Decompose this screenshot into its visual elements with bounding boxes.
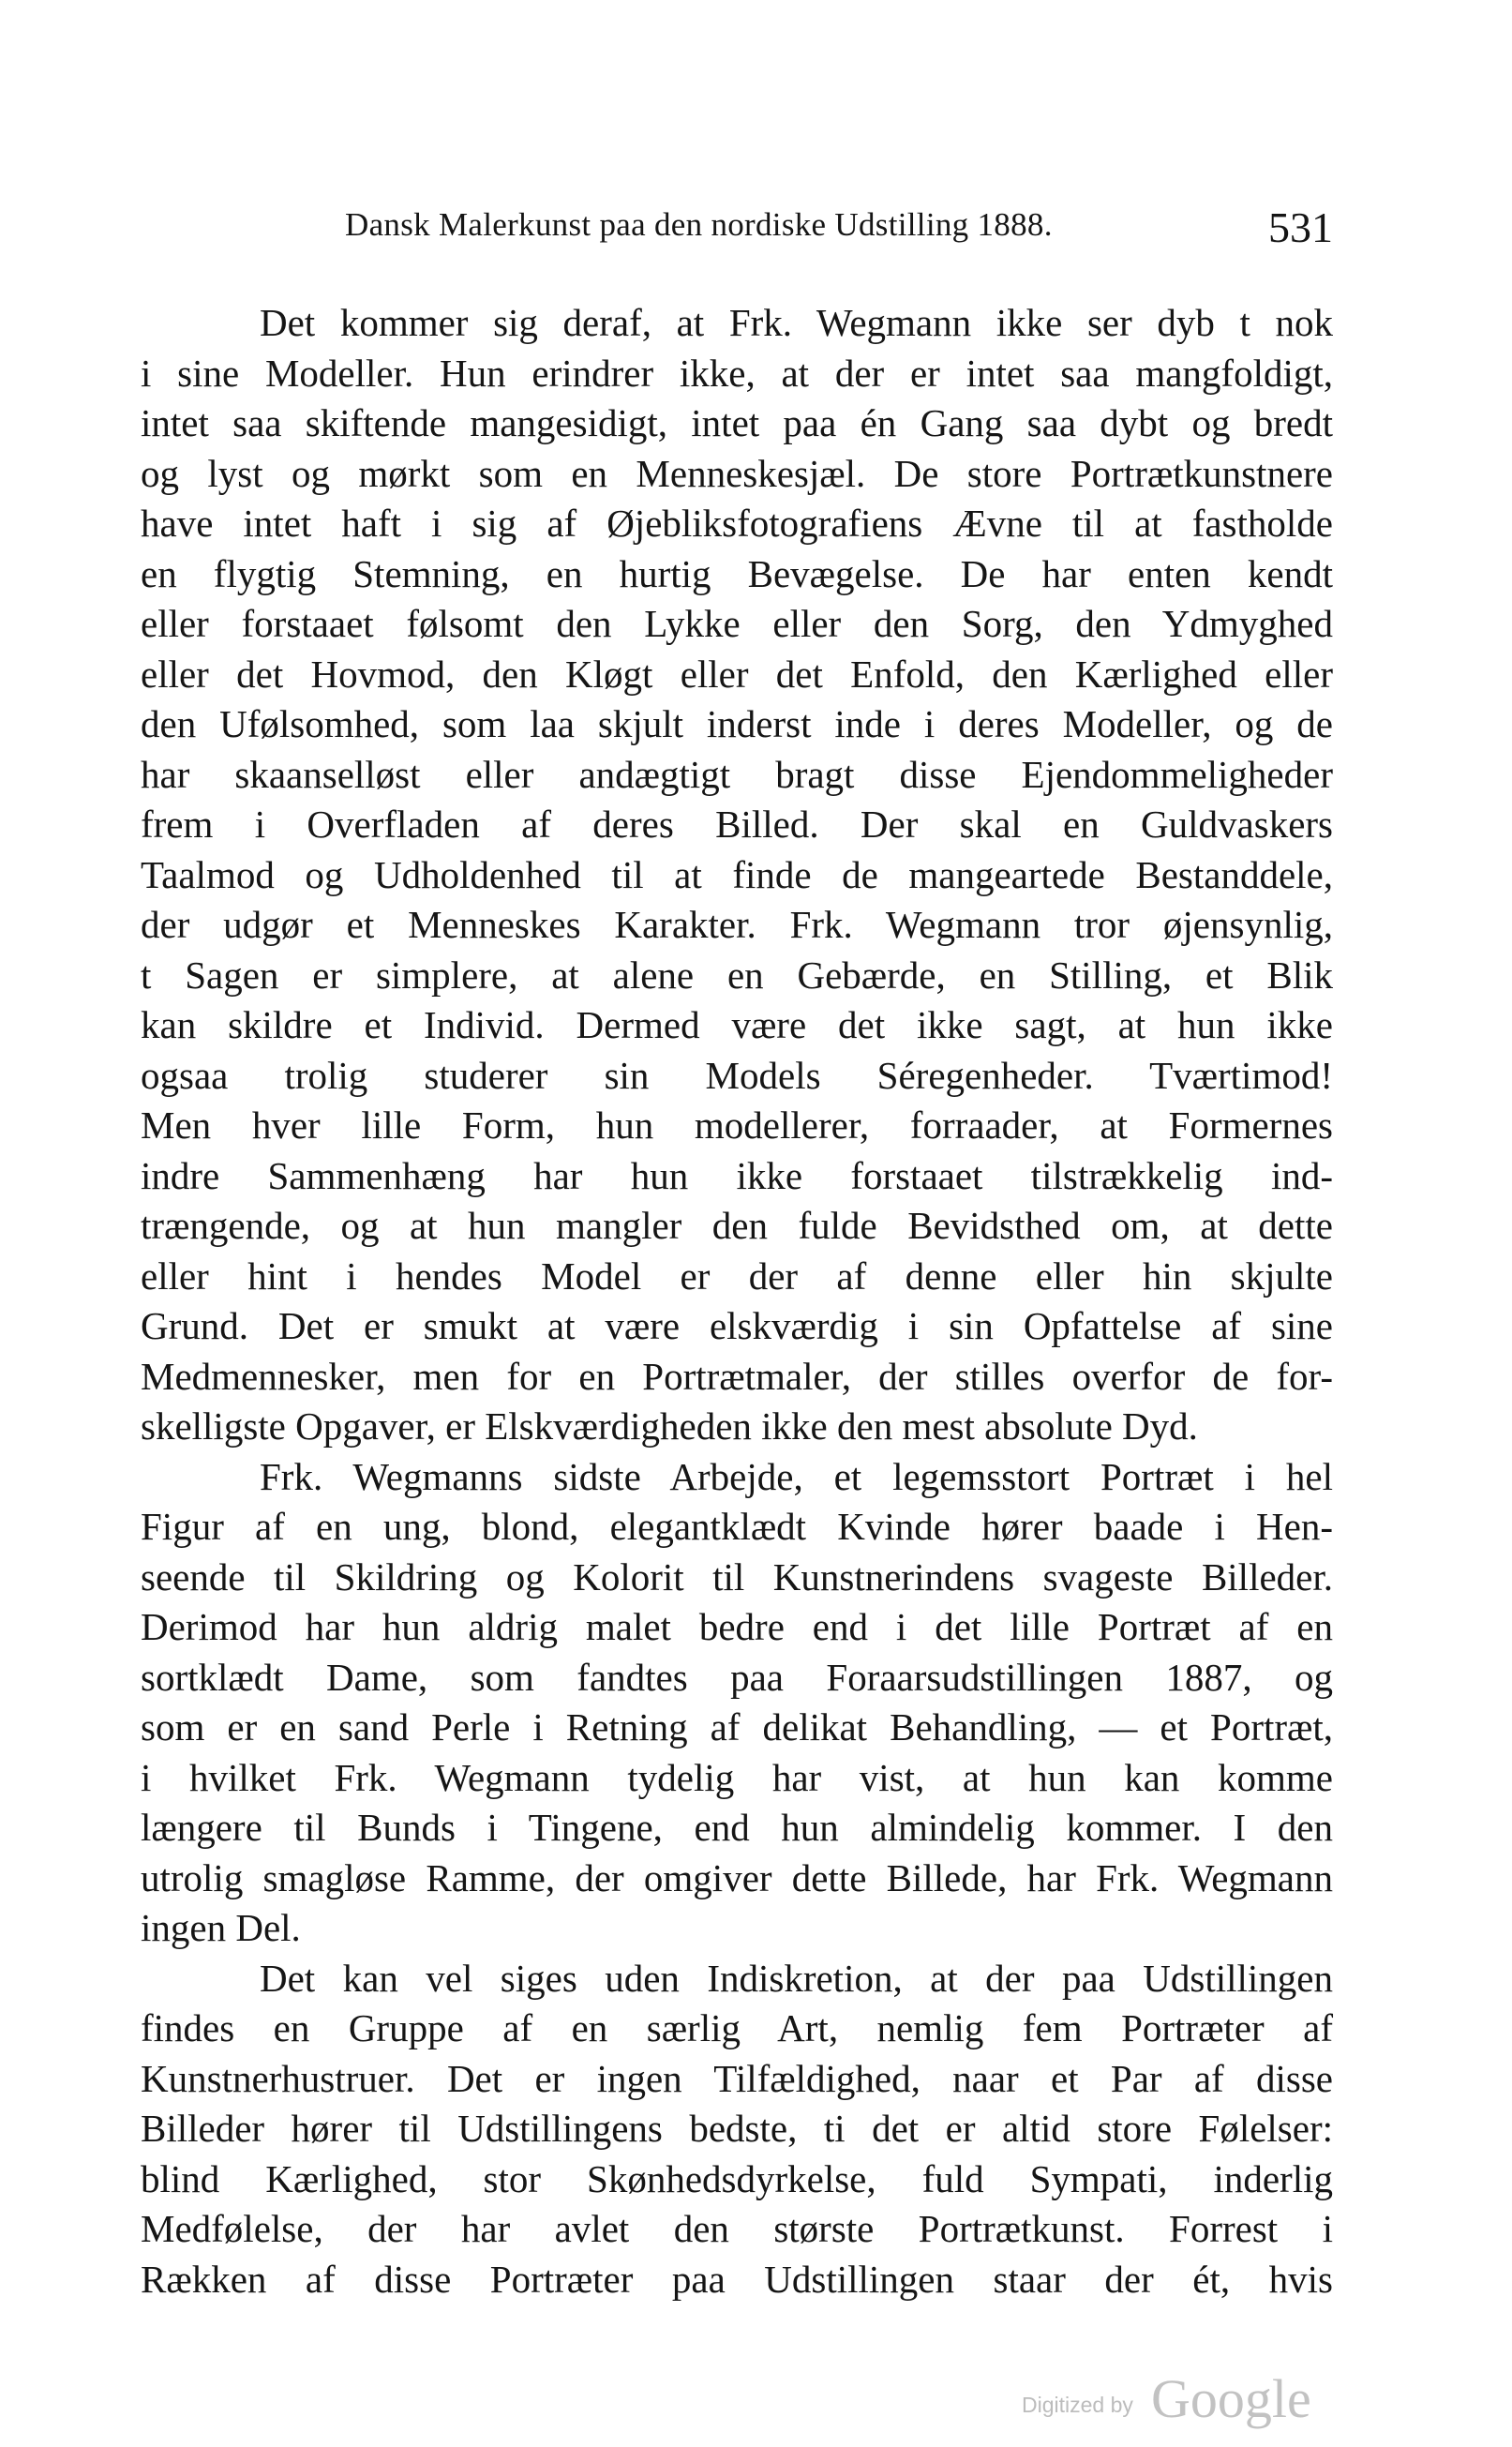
text-line: Frk. Wegmanns sidste Arbejde, et legemsstort Portræt i hel: [260, 1454, 1333, 1498]
text-line: Grund. Det er smukt at være elskværdig i sin Opfattelse af sine: [141, 1304, 1333, 1347]
text-line: trængende, og at hun mangler den fulde Bevidsthed om, at dette: [141, 1204, 1333, 1247]
text-line: Medfølelse, der har avlet den største Portrætkunst. Forrest i: [141, 2207, 1333, 2250]
text-line: i sine Modeller. Hun erindrer ikke, at der er intet saa mangfoldigt,: [141, 351, 1333, 395]
text-line: eller hint i hendes Model er der af denne eller hin skjulte: [141, 1254, 1333, 1298]
text-line: seende til Skildring og Kolorit til Kunstnerindens svageste Billeder.: [141, 1554, 1333, 1599]
text-line: Taalmod og Udholdenhed til at finde de mangeartede Bestanddele,: [141, 852, 1333, 896]
text-line: t Sagen er simplere, at alene en Gebærde, en Stilling, et Blik: [141, 953, 1333, 997]
text-line: der udgør et Menneskes Karakter. Frk. Wegmann tror øjensynlig,: [141, 903, 1333, 946]
text-line: skelligste Opgaver, er Elskværdigheden ikke den mest absolute Dyd.: [141, 1404, 1198, 1448]
text-line: frem i Overfladen af deres Billed. Der skal en Guldvaskers: [141, 803, 1333, 846]
watermark-prefix: Digitized by: [1022, 2393, 1133, 2417]
text-line: Figur af en ung, blond, elegantklædt Kvinde hører baade i Hen-: [141, 1505, 1333, 1548]
text-line: sortklædt Dame, som fandtes paa Foraarsudstillingen 1887, og: [141, 1655, 1333, 1699]
text-line: eller forstaaet følsomt den Lykke eller den Sorg, den Ydmyghed: [141, 602, 1333, 645]
text-line: ogsaa trolig studerer sin Models Séregenheder. Tværtimod!: [141, 1053, 1333, 1097]
text-line: Derimod har hun aldrig malet bedre end i det lille Portræt af en: [141, 1605, 1333, 1648]
body-text: [141, 298, 1333, 2304]
digitized-watermark: [1022, 2367, 1331, 2429]
text-line: Men hver lille Form, hun modellerer, forraader, at Formernes: [141, 1103, 1333, 1147]
text-line: indre Sammenhæng har hun ikke forstaaet tilstrækkelig ind-: [141, 1153, 1333, 1197]
google-logo: Google: [1151, 2368, 1311, 2429]
text-line: i hvilket Frk. Wegmann tydelig har vist, at hun kan komme: [141, 1755, 1333, 1799]
text-line: ingen Del.: [141, 1906, 301, 1949]
text-line: Det kommer sig deraf, at Frk. Wegmann ikke ser dyb t nok: [260, 301, 1333, 344]
page-number: 531: [1268, 203, 1333, 251]
text-line: have intet haft i sig af Øjebliksfotografiens Ævne til at fastholde: [141, 502, 1333, 545]
text-line: Rækken af disse Portræter paa Udstillingen staar der ét, hvis: [141, 2257, 1333, 2301]
text-line: eller det Hovmod, den Kløgt eller det Enfold, den Kærlighed eller: [141, 652, 1333, 696]
running-title: Dansk Malerkunst paa den nordiske Udstilling 1888.: [345, 206, 1053, 243]
text-line: Det kan vel siges uden Indiskretion, at der paa Udstillingen: [260, 1956, 1333, 2000]
text-line: intet saa skiftende mangesidigt, intet paa én Gang saa dybt og bredt: [141, 401, 1333, 444]
text-line: som er en sand Perle i Retning af delikat Behandling, — et Portræt,: [141, 1705, 1333, 1749]
text-line: Billeder hører til Udstillingens bedste, ti det er altid store Følelser:: [141, 2107, 1333, 2150]
text-line: har skaanselløst eller andægtigt bragt disse Ejendommeligheder: [141, 752, 1333, 796]
text-line: en flygtig Stemning, en hurtig Bevægelse. De har enten kendt: [141, 551, 1333, 595]
text-line: Medmennesker, men for en Portrætmaler, der stilles overfor de for-: [141, 1354, 1333, 1398]
text-line: Kunstnerhustruer. Det er ingen Tilfældighed, naar et Par af disse: [141, 2056, 1333, 2100]
text-line: blind Kærlighed, stor Skønhedsdyrkelse, fuld Sympati, inderlig: [141, 2156, 1333, 2200]
text-line: den Ufølsomhed, som laa skjult inderst inde i deres Modeller, og de: [141, 702, 1333, 745]
text-line: længere til Bunds i Tingene, end hun almindelig kommer. I den: [141, 1806, 1333, 1849]
text-line: og lyst og mørkt som en Menneskesjæl. De store Portrætkunstnere: [141, 451, 1333, 495]
page-header: [141, 203, 1333, 261]
text-line: findes en Gruppe af en særlig Art, nemlig fem Portræter af: [141, 2006, 1333, 2049]
text-line: kan skildre et Individ. Dermed være det ikke sagt, at hun ikke: [141, 1003, 1333, 1046]
text-line: utrolig smagløse Ramme, der omgiver dette Billede, har Frk. Wegmann: [141, 1855, 1333, 1899]
